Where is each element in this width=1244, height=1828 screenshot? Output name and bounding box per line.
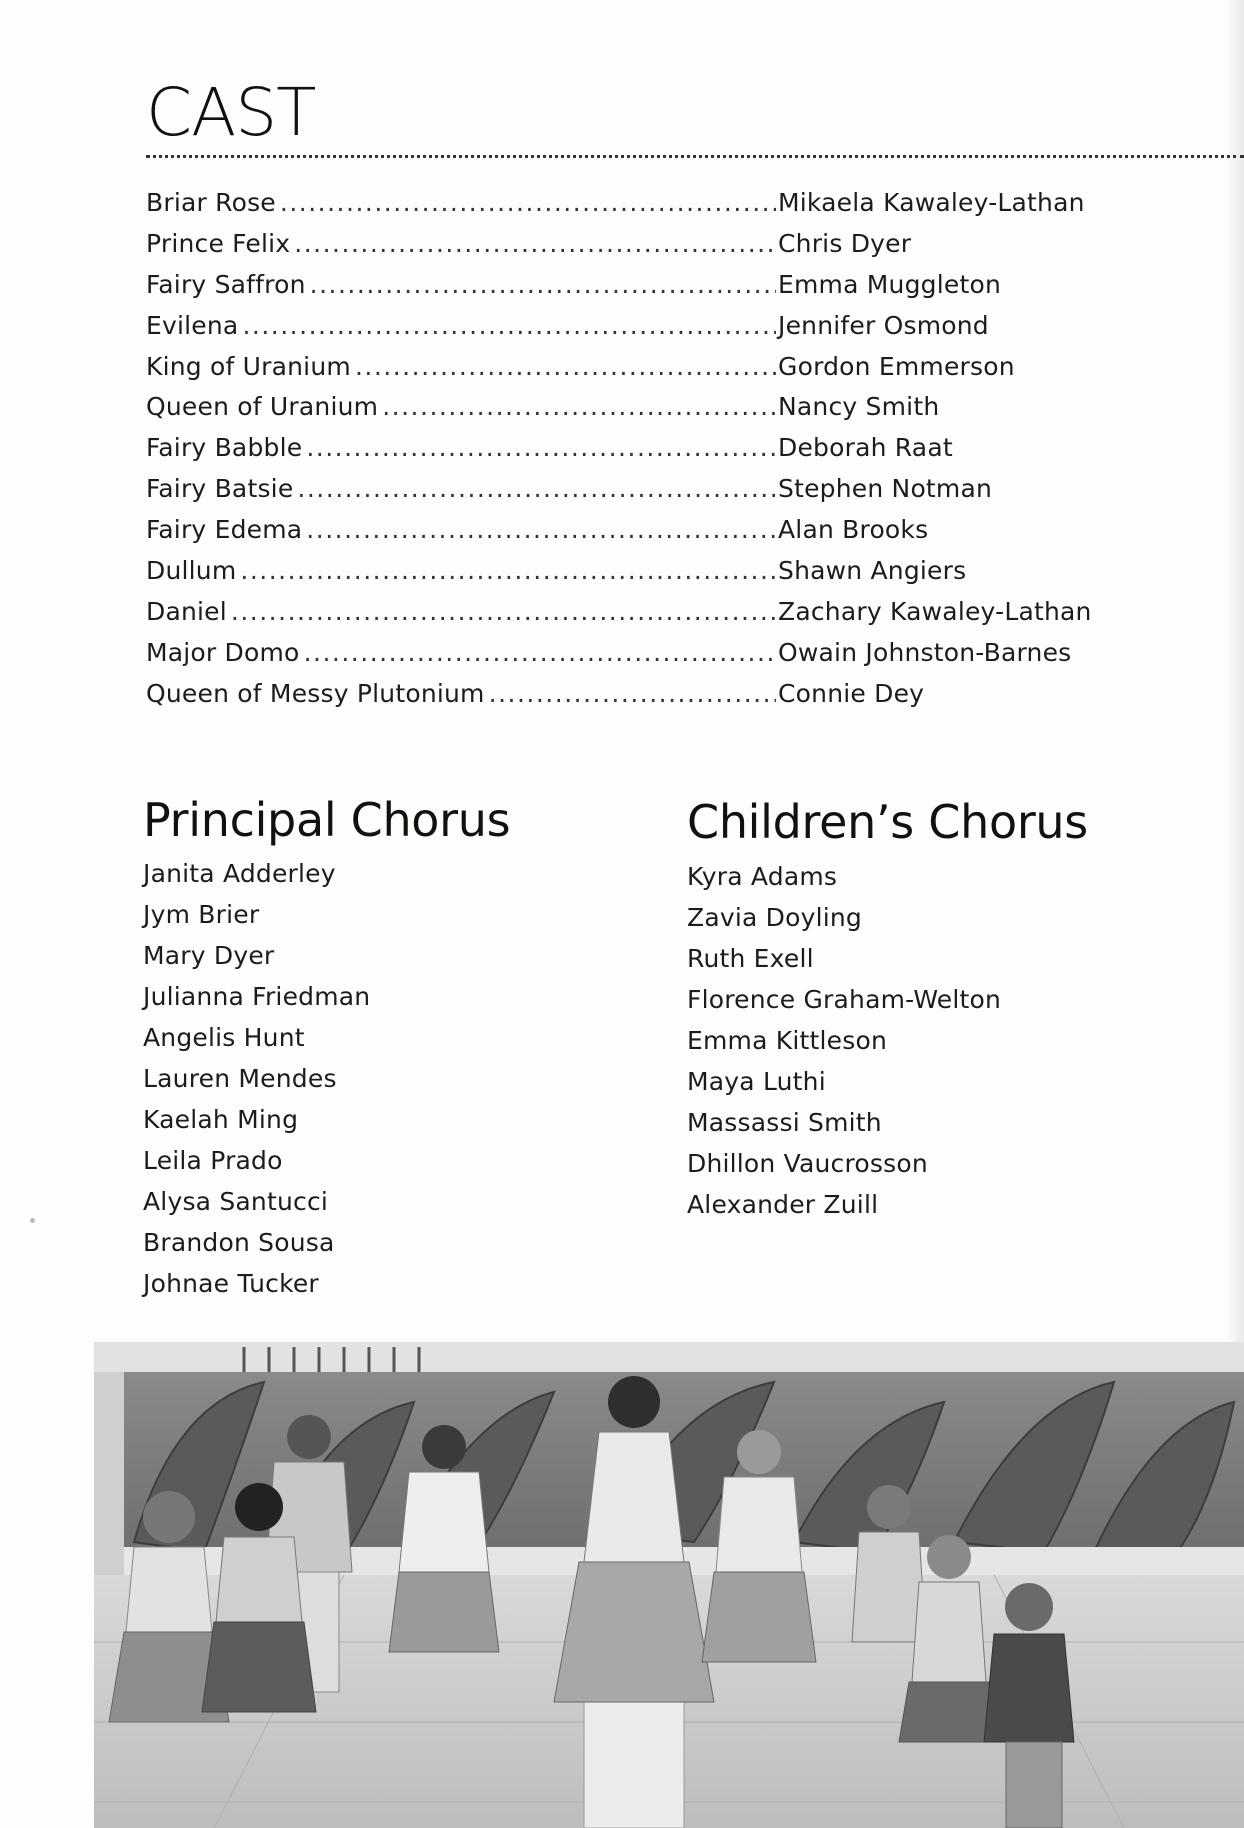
actor-name: Stephen Notman bbox=[778, 474, 993, 504]
actor-name: Chris Dyer bbox=[778, 228, 912, 258]
chorus-member: Julianna Friedman bbox=[143, 982, 371, 1011]
cast-row bbox=[146, 188, 1106, 229]
role-cell bbox=[146, 188, 776, 217]
chorus-member: Kaelah Ming bbox=[143, 1105, 299, 1134]
dot-leader bbox=[242, 311, 776, 340]
role-cell bbox=[146, 638, 776, 667]
dot-leader bbox=[280, 188, 776, 217]
actor-name: Owain Johnston-Barnes bbox=[778, 637, 1072, 667]
chorus-member: Johnae Tucker bbox=[143, 1269, 319, 1298]
chorus-member: Kyra Adams bbox=[687, 862, 838, 891]
chorus-member: Angelis Hunt bbox=[143, 1023, 305, 1052]
role-cell bbox=[146, 311, 776, 340]
actor-name: Nancy Smith bbox=[778, 392, 940, 422]
dot-leader bbox=[489, 679, 776, 708]
scan-speck bbox=[30, 1218, 35, 1223]
chorus-member: Emma Kittleson bbox=[687, 1026, 888, 1055]
chorus-member: Brandon Sousa bbox=[143, 1228, 335, 1257]
actor-name: Alan Brooks bbox=[778, 515, 929, 545]
actor-name: Gordon Emmerson bbox=[778, 351, 1015, 381]
cast-row bbox=[146, 474, 1106, 515]
actor-name: Emma Muggleton bbox=[778, 269, 1001, 299]
cast-list bbox=[146, 188, 1106, 720]
actor-name: Mikaela Kawaley-Lathan bbox=[778, 188, 1085, 217]
role-name: Fairy Saffron bbox=[146, 269, 306, 299]
dot-leader bbox=[310, 270, 776, 299]
cast-row bbox=[146, 270, 1106, 311]
actor-name: Zachary Kawaley-Lathan bbox=[778, 596, 1092, 626]
role-cell bbox=[146, 270, 776, 299]
dot-leader bbox=[240, 556, 776, 585]
chorus-member: Maya Luthi bbox=[687, 1067, 826, 1096]
cast-row bbox=[146, 597, 1106, 638]
chorus-member: Florence Graham-Welton bbox=[687, 985, 1002, 1014]
dot-leader bbox=[297, 474, 776, 503]
dot-leader bbox=[306, 433, 776, 462]
cast-row bbox=[146, 229, 1106, 270]
cast-row bbox=[146, 515, 1106, 556]
role-cell bbox=[146, 352, 776, 381]
stage-photo-illustration bbox=[94, 1342, 1244, 1828]
role-name: Queen of Messy Plutonium bbox=[146, 678, 485, 708]
role-cell bbox=[146, 597, 776, 626]
chorus-member: Jym Brier bbox=[143, 900, 260, 929]
role-cell bbox=[146, 433, 776, 462]
actor-name: Deborah Raat bbox=[778, 433, 953, 463]
role-cell bbox=[146, 474, 776, 503]
principal-chorus-heading: Principal Chorus bbox=[143, 793, 511, 847]
cast-row bbox=[146, 556, 1106, 597]
dot-leader bbox=[306, 515, 776, 544]
role-cell bbox=[146, 392, 776, 421]
cast-row bbox=[146, 679, 1106, 720]
role-name: Fairy Babble bbox=[146, 433, 303, 463]
role-name: Daniel bbox=[146, 596, 227, 626]
actor-name: Shawn Angiers bbox=[778, 556, 967, 586]
chorus-member: Ruth Exell bbox=[687, 944, 814, 973]
actor-name: Connie Dey bbox=[778, 678, 925, 708]
role-name: King of Uranium bbox=[146, 351, 351, 381]
role-cell bbox=[146, 556, 776, 585]
dot-leader bbox=[355, 352, 776, 381]
cast-row bbox=[146, 433, 1106, 474]
role-name: Major Domo bbox=[146, 637, 300, 667]
chorus-member: Alysa Santucci bbox=[143, 1187, 329, 1216]
cast-row bbox=[146, 311, 1106, 352]
role-name: Dullum bbox=[146, 556, 237, 586]
chorus-member: Lauren Mendes bbox=[143, 1064, 337, 1093]
chorus-member: Alexander Zuill bbox=[687, 1190, 879, 1219]
chorus-member: Mary Dyer bbox=[143, 941, 275, 970]
actor-name: Jennifer Osmond bbox=[778, 310, 989, 340]
chorus-member: Leila Prado bbox=[143, 1146, 283, 1175]
role-name: Fairy Batsie bbox=[146, 474, 294, 504]
role-name: Prince Felix bbox=[146, 228, 291, 258]
role-name: Evilena bbox=[146, 310, 239, 340]
cast-row bbox=[146, 392, 1106, 433]
dot-leader bbox=[382, 392, 776, 421]
dot-leader bbox=[231, 597, 776, 626]
childrens-chorus-list bbox=[687, 856, 1001, 1225]
childrens-chorus-heading: Children’s Chorus bbox=[687, 795, 1088, 849]
principal-chorus-list bbox=[143, 853, 370, 1304]
role-cell bbox=[146, 229, 776, 258]
chorus-member: Janita Adderley bbox=[143, 859, 336, 888]
dotted-divider bbox=[146, 155, 1244, 158]
cast-row bbox=[146, 638, 1106, 679]
cast-title: CAST bbox=[146, 74, 316, 151]
role-name: Queen of Uranium bbox=[146, 392, 379, 422]
chorus-member: Massassi Smith bbox=[687, 1108, 882, 1137]
chorus-member: Dhillon Vaucrosson bbox=[687, 1149, 928, 1178]
role-name: Briar Rose bbox=[146, 188, 276, 217]
role-cell bbox=[146, 515, 776, 544]
role-cell bbox=[146, 679, 776, 708]
dot-leader bbox=[294, 229, 776, 258]
cast-row bbox=[146, 352, 1106, 393]
role-name: Fairy Edema bbox=[146, 515, 303, 545]
chorus-member: Zavia Doyling bbox=[687, 903, 862, 932]
dot-leader bbox=[304, 638, 776, 667]
cast-photo bbox=[94, 1342, 1244, 1828]
